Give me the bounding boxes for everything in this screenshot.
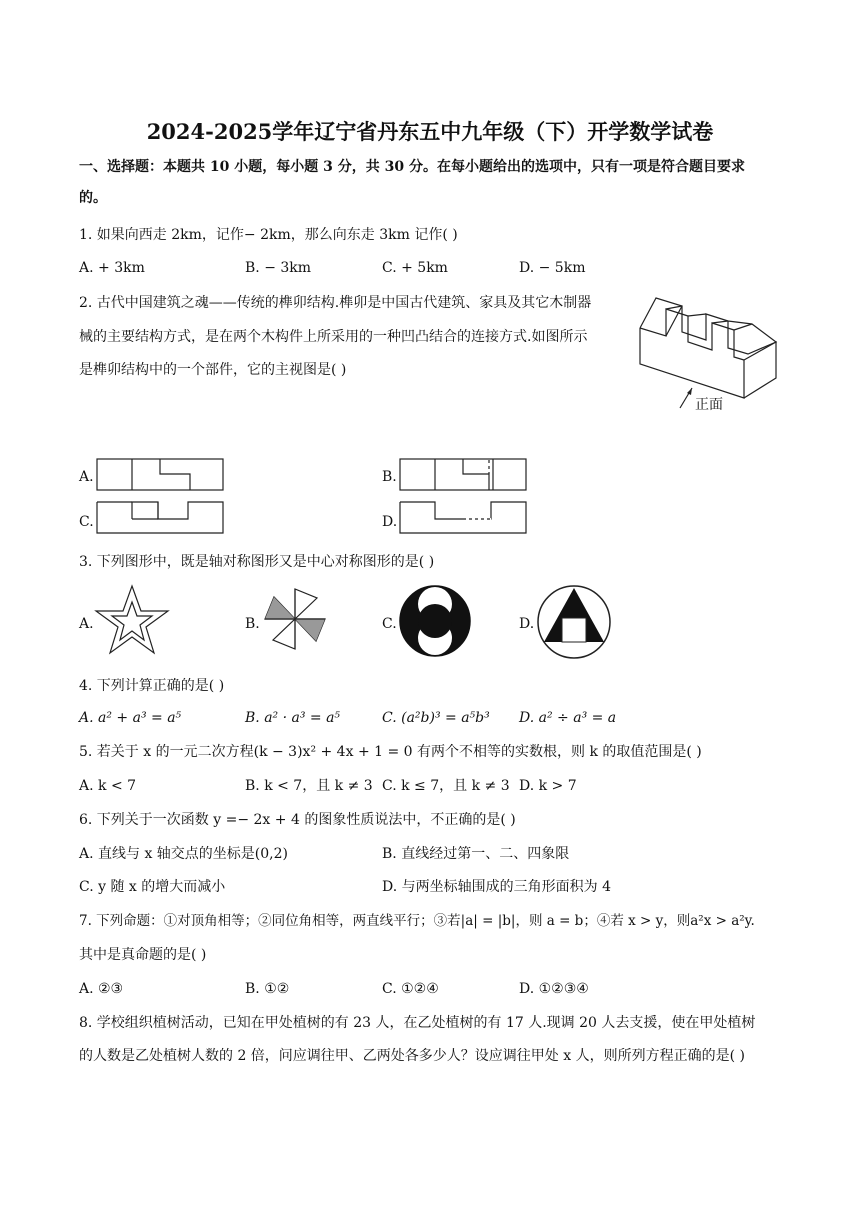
q4-stem: 4. 下列计算正确的是( )	[79, 678, 225, 694]
q3-stem: 3. 下列图形中，既是轴对称图形又是中心对称图形的是( )	[79, 554, 435, 570]
q4-option-b: B. a² · a³ = a⁵	[245, 710, 341, 726]
q1-option-c: C. + 5km	[382, 260, 448, 276]
page-title: 2024-2025学年辽宁省丹东五中九年级（下）开学数学试卷	[146, 119, 714, 144]
q4-option-d: D. a² ÷ a³ = a	[519, 710, 617, 726]
q2-option-b-label: B.	[382, 469, 397, 485]
q7-option-d: D. ①②③④	[519, 981, 589, 997]
q2-option-c-figure	[96, 501, 224, 535]
q7-option-c: C. ①②④	[382, 981, 439, 997]
q4-option-a: A. a² + a³ = a⁵	[79, 710, 182, 726]
q5-option-d: D. k > 7	[519, 778, 577, 794]
section-heading-line2: 的。	[79, 190, 107, 206]
q2-option-d-label: D.	[382, 514, 398, 530]
q3-option-c-circle-figure	[398, 584, 472, 658]
q2-stem-line2: 械的主要结构方式，是在两个木构件上所采用的一种凹凸结合的连接方式.如图所示	[79, 329, 588, 345]
q6-option-b: B. 直线经过第一、二、四象限	[382, 846, 570, 862]
q2-stem-line1: 2. 古代中国建筑之魂——传统的榫卯结构.榫卯是中国古代建筑、家具及其它木制器	[79, 295, 592, 311]
q2-option-d-figure	[399, 501, 527, 535]
q6-option-d: D. 与两坐标轴围成的三角形面积为 4	[382, 879, 611, 895]
q7-option-b: B. ①②	[245, 981, 290, 997]
q8-stem-line1: 8. 学校组织植树活动，已知在甲处植树的有 23 人，在乙处植树的有 17 人.现调 20 人去支援，使在甲处植树	[79, 1015, 756, 1031]
q5-option-c: C. k ≤ 7，且 k ≠ 3	[382, 778, 510, 794]
q2-option-a-label: A.	[79, 469, 94, 485]
q5-option-a: A. k < 7	[79, 778, 137, 794]
q2-option-c-label: C.	[79, 514, 94, 530]
q1-option-d: D. − 5km	[519, 260, 586, 276]
q6-option-c: C. y 随 x 的增大而减小	[79, 879, 226, 895]
q1-option-a: A. + 3km	[79, 260, 145, 276]
q6-stem: 6. 下列关于一次函数 y =− 2x + 4 的图象性质说法中，不正确的是( )	[79, 812, 516, 828]
q3-option-d-triangle-figure	[536, 584, 612, 660]
q2-stem-line3: 是榫卯结构中的一个部件，它的主视图是( )	[79, 362, 347, 378]
q3-option-b-label: B.	[245, 616, 260, 632]
q7-option-a: A. ②③	[79, 981, 124, 997]
q3-option-c-label: C.	[382, 616, 397, 632]
q7-stem-line1: 7. 下列命题：①对顶角相等；②同位角相等，两直线平行；③若|a| = |b|，则 a = b；④若 x > y，则a²x > a²y.	[79, 913, 755, 929]
q3-option-d-label: D.	[519, 616, 535, 632]
q3-option-a-star-figure	[94, 584, 170, 656]
q8-stem-line2: 的人数是乙处植树人数的 2 倍，问应调往甲、乙两处各多少人？设应调往甲处 x 人，则所列方程正确的是( )	[79, 1048, 745, 1064]
q6-option-a: A. 直线与 x 轴交点的坐标是(0,2)	[79, 846, 288, 862]
section-heading-line1: 一、选择题：本题共 10 小题，每小题 3 分，共 30 分。在每小题给出的选项中，只有一项是符合题目要求	[79, 159, 745, 175]
q1-option-b: B. − 3km	[245, 260, 312, 276]
front-view-label: 正面	[695, 397, 723, 413]
q7-stem-line2: 其中是真命题的是( )	[79, 947, 207, 963]
q3-option-b-pinwheel-figure	[262, 586, 328, 652]
q3-option-a-label: A.	[79, 616, 94, 632]
q5-option-b: B. k < 7，且 k ≠ 3	[245, 778, 373, 794]
q2-option-b-figure	[399, 458, 527, 492]
q4-option-c: C. (a²b)³ = a⁵b³	[382, 710, 490, 726]
q5-stem: 5. 若关于 x 的一元二次方程(k − 3)x² + 4x + 1 = 0 有两个不相等的实数根，则 k 的取值范围是( )	[79, 744, 702, 760]
q2-option-a-figure	[96, 458, 224, 492]
q1-stem: 1. 如果向西走 2km，记作− 2km，那么向东走 3km 记作( )	[79, 227, 458, 243]
